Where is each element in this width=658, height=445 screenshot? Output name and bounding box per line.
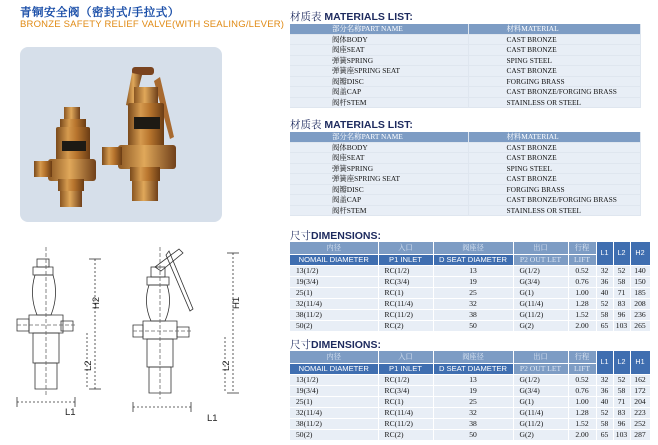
table-cell: CAST BRONZE: [468, 66, 640, 77]
table-cell: 58: [613, 276, 630, 287]
table-cell: 208: [630, 298, 650, 309]
table-cell: 阀瓣DISC: [290, 76, 468, 87]
table-row: [290, 97, 640, 108]
table-cell: 236: [630, 309, 650, 320]
valve-photo-illustration: [20, 47, 222, 222]
table-cell: D SEAT DIAMETER: [433, 363, 513, 374]
materials-title-2: 材质表 MATERIALS LIST:: [290, 119, 413, 131]
table-cell: 103: [613, 320, 630, 331]
table-cell: CAST BRONZE: [468, 34, 640, 45]
table-cell: 38: [433, 309, 513, 320]
table-cell: 83: [613, 298, 630, 309]
table-cell: 150: [630, 276, 650, 287]
table-cell: 13(1/2): [290, 265, 378, 276]
table-row: [290, 242, 650, 254]
table-cell: NOMAIL DIAMETER: [290, 363, 378, 374]
table-cell: SPING STEEL: [468, 55, 640, 66]
table-cell: RC(11/2): [378, 418, 433, 429]
table-row: [290, 163, 640, 174]
table-cell: 2.00: [568, 320, 596, 331]
table-cell: RC(11/4): [378, 298, 433, 309]
table-cell: 25(1): [290, 287, 378, 298]
table-cell: 40: [596, 287, 613, 298]
table-cell: 58: [596, 309, 613, 320]
table-cell: 入口: [378, 351, 433, 363]
table-cell: RC(11/2): [378, 309, 433, 320]
table-cell: RC(3/4): [378, 385, 433, 396]
dimensions-title-1: 尺寸DIMENSIONS:: [290, 230, 382, 242]
table-row: [290, 276, 650, 287]
table-cell: 25(1): [290, 396, 378, 407]
table-cell: 25: [433, 396, 513, 407]
table-cell: 38(11/2): [290, 418, 378, 429]
table-cell: 阀体BODY: [290, 142, 468, 153]
table-cell: 32: [433, 298, 513, 309]
table-row: [290, 34, 640, 45]
table-cell: 19: [433, 385, 513, 396]
table-cell: 部分名称PART NAME: [290, 132, 468, 142]
table-row: [290, 76, 640, 87]
table-cell: CAST BRONZE: [468, 142, 640, 153]
table-row: [290, 195, 640, 206]
table-cell: STAINLESS OR STEEL: [468, 97, 640, 108]
table-cell: 52: [613, 265, 630, 276]
table-cell: 阀座SEAT: [290, 45, 468, 56]
table-row: [290, 287, 650, 298]
table-row: [290, 87, 640, 98]
product-photo: [20, 47, 222, 222]
table-cell: G(11/2): [513, 418, 568, 429]
table-cell: 38(11/2): [290, 309, 378, 320]
table-row: [290, 142, 640, 153]
table-cell: CAST BRONZE/FORGING BRASS: [468, 195, 640, 206]
dim-label-l2: L2: [83, 360, 94, 371]
table-cell: 32(11/4): [290, 407, 378, 418]
table-cell: 阀体BODY: [290, 34, 468, 45]
table-cell: 1.28: [568, 298, 596, 309]
table-cell: 40: [596, 396, 613, 407]
table-cell: 36: [596, 276, 613, 287]
table-cell: 0.76: [568, 276, 596, 287]
product-title-cn: 青铜安全阀（密封式/手拉式）: [20, 7, 180, 19]
table-cell: 13: [433, 374, 513, 385]
table-cell: 83: [613, 407, 630, 418]
table-row: [290, 66, 640, 77]
table-cell: 265: [630, 320, 650, 331]
table-cell: 阀盖CAP: [290, 195, 468, 206]
table-cell: 出口: [513, 242, 568, 254]
table-cell: H2: [630, 242, 650, 265]
table-cell: 2.00: [568, 429, 596, 440]
table-cell: 0.52: [568, 374, 596, 385]
table-cell: 38: [433, 418, 513, 429]
table-cell: 52: [596, 298, 613, 309]
table-cell: RC(1): [378, 396, 433, 407]
table-cell: 弹簧SPRING: [290, 55, 468, 66]
table-cell: 13(1/2): [290, 374, 378, 385]
table-cell: 入口: [378, 242, 433, 254]
table-cell: 1.52: [568, 309, 596, 320]
table-cell: 1.00: [568, 396, 596, 407]
table-cell: 50(2): [290, 320, 378, 331]
table-cell: P1 INLET: [378, 254, 433, 265]
table-cell: G(1): [513, 287, 568, 298]
table-cell: 1.52: [568, 418, 596, 429]
table-cell: 32: [433, 407, 513, 418]
table-cell: 阀杆STEM: [290, 97, 468, 108]
table-cell: CAST BRONZE: [468, 174, 640, 185]
table-cell: 部分名称PART NAME: [290, 24, 468, 34]
table-cell: 58: [613, 385, 630, 396]
table-cell: P2 OUT LET: [513, 254, 568, 265]
table-row: [290, 265, 650, 276]
table-cell: 71: [613, 287, 630, 298]
table-cell: 140: [630, 265, 650, 276]
table-cell: 弹簧座SPRING SEAT: [290, 174, 468, 185]
table-cell: RC(3/4): [378, 276, 433, 287]
table-row: [290, 153, 640, 164]
product-title-en: BRONZE SAFETY RELIEF VALVE(WITH SEALING/LEVER): [20, 19, 285, 30]
table-cell: L1: [596, 351, 613, 374]
table-cell: L2: [613, 242, 630, 265]
table-cell: 1.28: [568, 407, 596, 418]
table-cell: 阀杆STEM: [290, 205, 468, 216]
table-cell: 弹簧SPRING: [290, 163, 468, 174]
dim-label-h2: H2: [91, 296, 102, 309]
table-cell: 19(3/4): [290, 276, 378, 287]
table-cell: G(11/4): [513, 298, 568, 309]
table-cell: G(1): [513, 396, 568, 407]
table-cell: RC(1): [378, 287, 433, 298]
table-cell: 50(2): [290, 429, 378, 440]
table-cell: G(3/4): [513, 276, 568, 287]
table-cell: 行程: [568, 351, 596, 363]
table-cell: 96: [613, 418, 630, 429]
table-cell: 223: [630, 407, 650, 418]
table-cell: STAINLESS OR STEEL: [468, 205, 640, 216]
table-row: [290, 351, 650, 363]
table-row: [290, 309, 650, 320]
table-cell: 阀盖CAP: [290, 87, 468, 98]
table-row: [290, 396, 650, 407]
table-cell: NOMAIL DIAMETER: [290, 254, 378, 265]
table-cell: 52: [613, 374, 630, 385]
table-cell: RC(1/2): [378, 265, 433, 276]
dim-label-l2-lever: L2: [221, 360, 232, 371]
dim-label-h1: H1: [231, 296, 242, 309]
table-cell: H1: [630, 351, 650, 374]
table-cell: P1 INLET: [378, 363, 433, 374]
table-row: [290, 45, 640, 56]
table-cell: 65: [596, 429, 613, 440]
table-cell: 行程: [568, 242, 596, 254]
table-cell: 19(3/4): [290, 385, 378, 396]
materials-table-1: [290, 24, 641, 108]
table-cell: RC(2): [378, 320, 433, 331]
sealed-valve-drawing: [17, 247, 101, 407]
table-row: [290, 55, 640, 66]
table-row: [290, 205, 640, 216]
dim-label-l1: L1: [65, 407, 76, 418]
table-cell: 36: [596, 385, 613, 396]
table-cell: 65: [596, 320, 613, 331]
table-cell: 19: [433, 276, 513, 287]
table-cell: P2 OUT LET: [513, 363, 568, 374]
table-cell: 出口: [513, 351, 568, 363]
table-cell: 252: [630, 418, 650, 429]
table-cell: L1: [596, 242, 613, 265]
table-cell: 172: [630, 385, 650, 396]
materials-table-2: [290, 132, 641, 216]
table-cell: 材料MATERIAL: [468, 24, 640, 34]
table-cell: FORGING BRASS: [468, 184, 640, 195]
table-cell: L2: [613, 351, 630, 374]
dimensions-title-2: 尺寸DIMENSIONS:: [290, 339, 382, 351]
table-row: [290, 320, 650, 331]
table-cell: 阀瓣DISC: [290, 184, 468, 195]
table-row: [290, 24, 640, 34]
table-cell: G(11/4): [513, 407, 568, 418]
table-cell: CAST BRONZE: [468, 153, 640, 164]
table-cell: 32(11/4): [290, 298, 378, 309]
table-cell: G(2): [513, 429, 568, 440]
table-cell: 71: [613, 396, 630, 407]
table-cell: FORGING BRASS: [468, 76, 640, 87]
table-cell: RC(2): [378, 429, 433, 440]
table-cell: 0.52: [568, 265, 596, 276]
table-cell: 204: [630, 396, 650, 407]
table-cell: 1.00: [568, 287, 596, 298]
table-row: [290, 374, 650, 385]
table-cell: G(1/2): [513, 265, 568, 276]
table-cell: 32: [596, 374, 613, 385]
dimension-drawing: [15, 237, 245, 442]
table-cell: 弹簧座SPRING SEAT: [290, 66, 468, 77]
table-cell: 0.76: [568, 385, 596, 396]
table-cell: 内径: [290, 242, 378, 254]
table-cell: G(3/4): [513, 385, 568, 396]
table-cell: 103: [613, 429, 630, 440]
dimensions-table-2: [290, 351, 651, 441]
table-cell: RC(11/4): [378, 407, 433, 418]
table-cell: 材料MATERIAL: [468, 132, 640, 142]
table-cell: RC(1/2): [378, 374, 433, 385]
table-cell: 58: [596, 418, 613, 429]
table-cell: D SEAT DIAMETER: [433, 254, 513, 265]
table-cell: G(11/2): [513, 309, 568, 320]
table-cell: 162: [630, 374, 650, 385]
table-row: [290, 429, 650, 440]
table-cell: 287: [630, 429, 650, 440]
table-cell: CAST BRONZE: [468, 45, 640, 56]
table-cell: 25: [433, 287, 513, 298]
table-row: [290, 174, 640, 185]
dim-label-l1-lever: L1: [207, 413, 218, 424]
table-cell: LIFT: [568, 363, 596, 374]
table-cell: CAST BRONZE/FORGING BRASS: [468, 87, 640, 98]
table-row: [290, 184, 640, 195]
table-cell: 50: [433, 320, 513, 331]
table-cell: G(2): [513, 320, 568, 331]
table-cell: 内径: [290, 351, 378, 363]
table-cell: 阀座SEAT: [290, 153, 468, 164]
table-cell: LIFT: [568, 254, 596, 265]
table-cell: SPING STEEL: [468, 163, 640, 174]
table-cell: 32: [596, 265, 613, 276]
table-row: [290, 132, 640, 142]
table-cell: 96: [613, 309, 630, 320]
table-cell: 13: [433, 265, 513, 276]
table-row: [290, 407, 650, 418]
table-row: [290, 418, 650, 429]
table-cell: 185: [630, 287, 650, 298]
table-row: [290, 385, 650, 396]
table-cell: 50: [433, 429, 513, 440]
lever-valve-drawing: [133, 247, 239, 412]
table-cell: 52: [596, 407, 613, 418]
table-cell: G(1/2): [513, 374, 568, 385]
table-cell: 阀座径: [433, 242, 513, 254]
materials-title-1: 材质表 MATERIALS LIST:: [290, 11, 413, 23]
dimensions-table-1: [290, 242, 651, 332]
table-row: [290, 298, 650, 309]
table-cell: 阀座径: [433, 351, 513, 363]
